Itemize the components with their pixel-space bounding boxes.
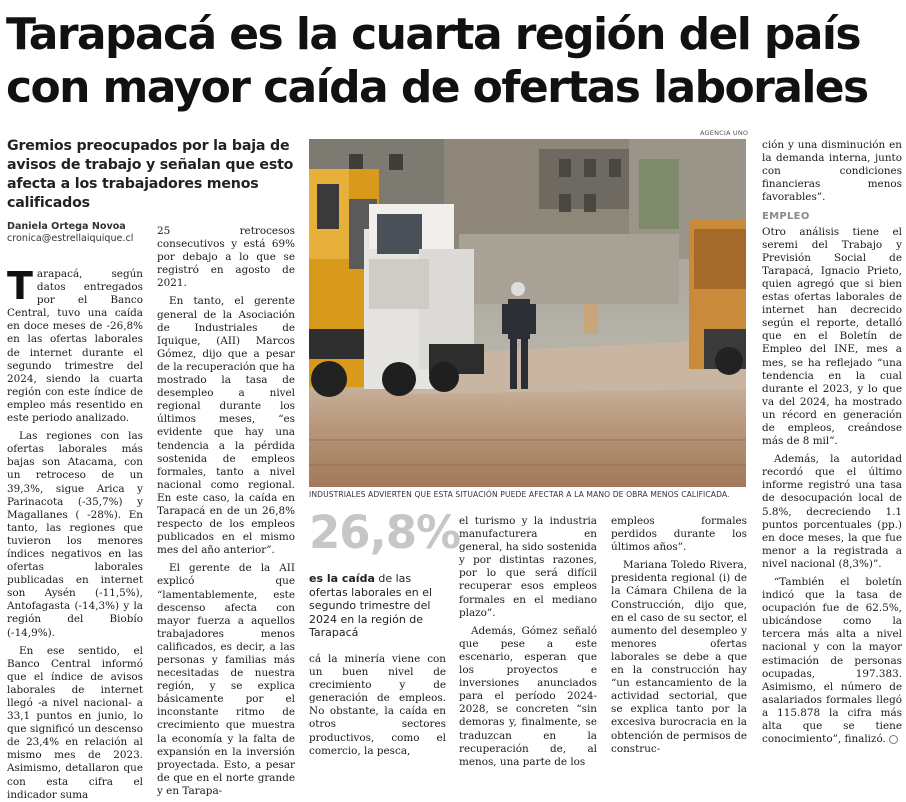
paragraph: 25 retrocesos consecutivos y está 69% por debajo a lo que se registró en agosto de 2021.	[157, 225, 295, 290]
article-column-3	[309, 653, 446, 757]
paragraph: el turismo y la industria manufacturera en general, ha sido sostenida y por distintas razones, por lo que será difícil recuperar esos empleos formales en el mediano plazo”.	[459, 515, 597, 619]
section-heading-empleo: EMPLEO	[762, 211, 810, 223]
paragraph: El gerente de la AII explicó que “lamentablemente, este descenso afecta con mayor fuerza a aquellos trabajadores menos calificados, es decir, a las personas y familias más necesitadas de nuestra región, y se explica básicamente por el inconstante ritmo de crecimiento que muestra la economía y la falta de expansión en la inversión proyectada. Esto, a pesar de que en el norte grande y en Tarapa-	[157, 562, 295, 797]
author-name: Daniela Ortega Novoa	[7, 221, 126, 232]
paragraph: Mariana Toledo Rivera, presidenta regional (i) de la Cámara Chilena de la Construcción, dijo que, en el caso de su sector, el aumento del desempleo y menores ofertas laborales se debe a que en la construcción hay “un estancamiento de la actividad sectorial, que se explica tanto por la excesiva burocracia en la obtención de permisos de construc-	[611, 559, 747, 755]
construction-site-photo	[309, 139, 746, 487]
end-of-article-icon	[889, 735, 898, 744]
highlight-stat-rest: de las ofertas laborales en el segundo trimestre del 2024 en la región de Tarapacá	[309, 572, 433, 639]
headline-line-1: Tarapacá es la cuarta región del país	[6, 9, 860, 60]
paragraph: En ese sentido, el Banco Central informó que el índice de avisos laborales de internet llegó -a nivel nacional- a 33,1 puntos en junio, lo que significó un descenso de 23,4% en relación al mismo mes de 2023. Asimismo, detallaron que con esta cifra el indicador suma	[7, 644, 143, 801]
article-column-6	[762, 139, 902, 746]
article-column-4	[459, 515, 597, 768]
headline	[6, 8, 901, 114]
paragraph: Además, Gómez señaló que pese a este escenario, esperan que los proyectos e inversiones anunciados para el período 2024-2028, se concreten “sin demoras y, finalmente, se traduzcan en la recuperación de, al menos, una parte de los	[459, 624, 597, 768]
author-email: cronica@estrellaiquique.cl	[7, 233, 134, 244]
paragraph: empleos formales perdidos durante los últimos años”.	[611, 515, 747, 554]
paragraph: ción y una disminución en la demanda interna, junto con condiciones financieras menos favorables”.	[762, 139, 902, 204]
news-photo	[309, 139, 746, 487]
subheadline: Gremios preocupados por la baja de avisos de trabajo y señalan que esto afecta a los trabajadores menos calificados	[7, 138, 294, 211]
drop-cap: T	[7, 264, 33, 308]
article-column-2	[157, 225, 295, 797]
paragraph: Otro análisis tiene el seremi del Trabajo y Previsión Social de Tarapacá, Ignacio Prieto, quien agregó que si bien estas ofertas laborales de internet han decrecido según el reporte, detalló que en el Boletín de Empleo del INE, mes a mes, se ha reflejado “una tendencia en la cual durante el 2023, y lo que va del 2024, ha mostrado un récord en generación de empleos, creándose más de 8 mil”.	[762, 225, 902, 448]
headline-line-2: con mayor caída de ofertas laborales	[6, 62, 868, 113]
highlight-stat-bold: es la caída	[309, 572, 375, 585]
lead-paragraph: Tarapacá, según datos entregados por el Banco Central, tuvo una caída en doce meses de -26,8% en las ofertas laborales de internet durante el segundo trimestre del 2024, siendo la cuarta región con este índice de empleo más resentido en este periodo analizado.	[7, 264, 143, 425]
highlight-stat-value: 26,8%	[309, 506, 461, 559]
paragraph: “También el boletín indicó que la tasa de ocupación fue de 62.5%, ubicándose como la tercera más alta a nivel nacional y con la mayor estimación de personas ocupadas, 197.383. Asimismo, el número de asalariados formales llegó a 115.878 la cifra más alta que se tiene conocimiento”, finalizó.	[762, 576, 902, 746]
paragraph: En tanto, el gerente general de la Asociación de Industriales de Iquique, (AII) Marcos Gómez, dijo que a pesar de la recuperación que ha mostrado la tasa de desempleo a nivel regional durante los últimos meses, “es evidente que hay una tendencia a la pérdida sostenida de empleos formales, tanto a nivel nacional como regional. En este caso, la caída en Tarapacá en de un 26,8% respecto de los empleos publicados en el mismo mes del año anterior”.	[157, 295, 295, 557]
paragraph: Además, la autoridad recordó que el último informe registró una tasa de desocupación local de 5.8%, decreciendo 1.1 puntos porcentuales (pp.) en doce meses, la que fue menor a la registrada a nivel nacional (8,3%)”.	[762, 453, 902, 570]
paragraph: cá la minería viene con un buen nivel de crecimiento y de generación de empleos. No obstante, la caída en otros sectores productivos, como el comercio, la pesca,	[309, 653, 446, 757]
highlight-stat-text	[309, 572, 446, 640]
photo-caption: INDUSTRIALES ADVIERTEN QUE ESTA SITUACIÓN PUEDE AFECTAR A LA MANO DE OBRA MENOS CALIFICADA.	[309, 490, 730, 499]
photo-credit: AGENCIA UNO	[700, 129, 749, 137]
paragraph: Las regiones con las ofertas laborales más bajas son Atacama, con un retroceso de un 39,3%, sigue Arica y Parinacota (-35,7%) y Magallanes ( -28%). En tanto, las regiones que tuvieron los menores índices negativos en las ofertas laborales publicadas en internet son Aysén (-11,5%), Antofagasta (-14,3%) y la región del Biobío (-14,9%).	[7, 430, 143, 639]
article-column-5	[611, 515, 747, 755]
byline	[7, 221, 157, 245]
article-column-1	[7, 264, 143, 801]
